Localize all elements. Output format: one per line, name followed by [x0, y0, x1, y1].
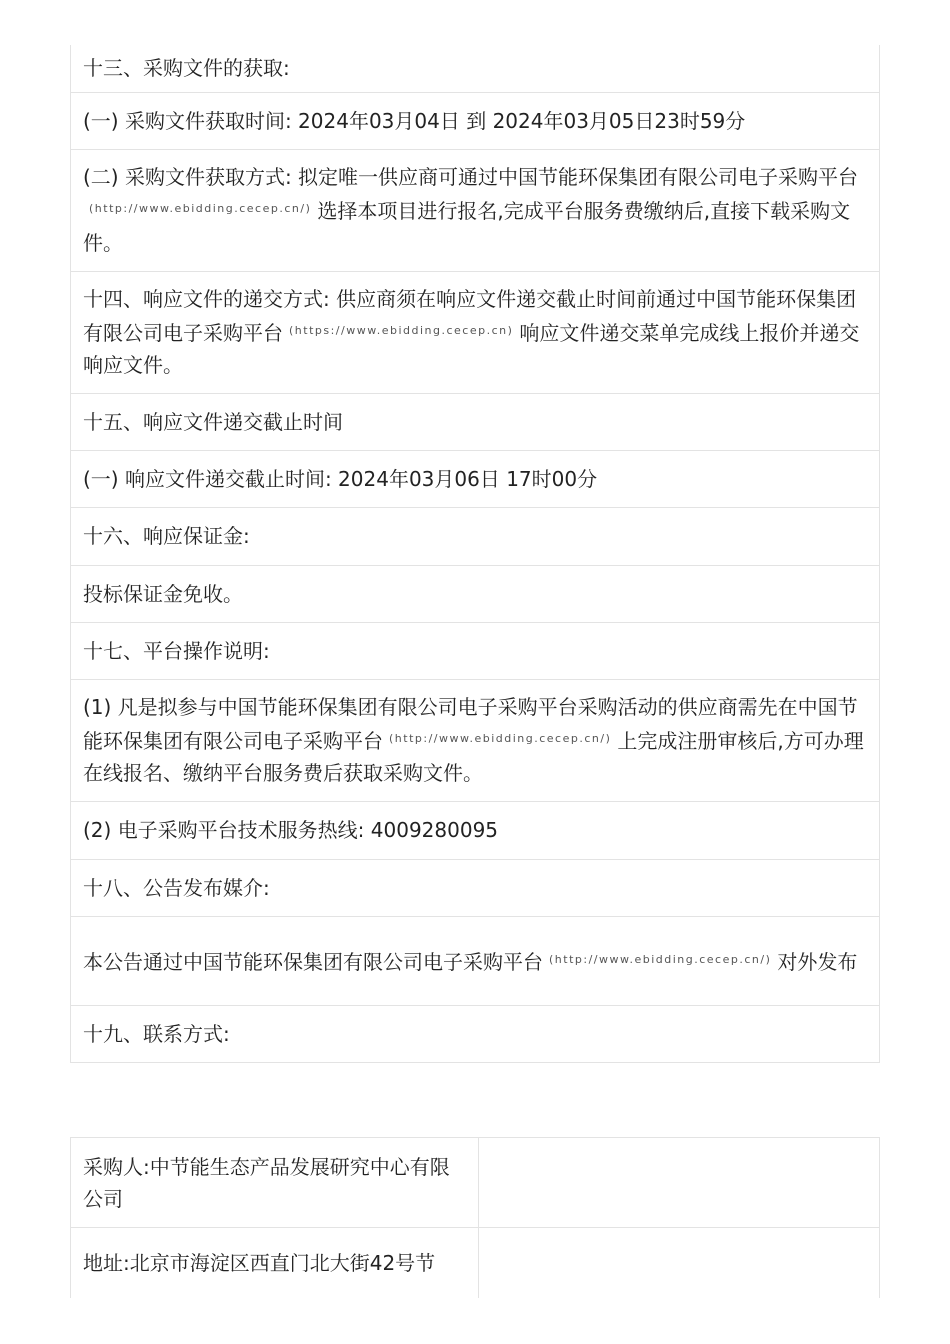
table-row: [71, 1005, 880, 1062]
instruction-text-2: 上完成注册审核后,方可办理在线报名、缴纳平台服务费后获取采购文件。: [83, 729, 864, 785]
submission-deadline: (一) 响应文件递交截止时间: 2024年03月06日 17时00分: [71, 450, 880, 507]
platform-link[interactable]: (http://www.ebidding.cecep.cn/): [389, 732, 612, 745]
table-row: [71, 45, 880, 92]
table-row: [71, 450, 880, 507]
submission-text-2: 响应文件递交菜单完成线上报价并递交响应文件。: [83, 321, 860, 377]
platform-instruction-1: [71, 679, 880, 801]
response-submission-method: [71, 271, 880, 393]
platform-link[interactable]: (https://www.ebidding.cecep.cn): [289, 324, 514, 337]
table-row: [71, 1138, 880, 1228]
table-row: [71, 801, 880, 859]
purchaser-address: 地址:北京市海淀区西直门北大街42号节: [71, 1228, 479, 1298]
platform-link[interactable]: (http://www.ebidding.cecep.cn/): [549, 952, 772, 966]
empty-cell: [479, 1138, 880, 1228]
purchaser-name: 采购人:中节能生态产品发展研究中心有限公司: [71, 1138, 479, 1228]
section-13-title: 十三、采购文件的获取:: [71, 45, 880, 92]
table-row: [71, 271, 880, 393]
publication-media: [71, 916, 880, 1005]
bond-exempt-text: 投标保证金免收。: [71, 565, 880, 622]
announcement-table: [70, 45, 880, 1063]
platform-link[interactable]: (http://www.ebidding.cecep.cn/): [89, 202, 312, 215]
section-17-title: 十七、平台操作说明:: [71, 622, 880, 679]
section-16-title: 十六、响应保证金:: [71, 507, 880, 565]
table-row: [71, 622, 880, 679]
doc-acquire-time: (一) 采购文件获取时间: 2024年03月04日 到 2024年03月05日23时59分: [71, 92, 880, 149]
table-row: [71, 507, 880, 565]
submission-text-1: 十四、响应文件的递交方式: 供应商须在响应文件递交截止时间前通过中国节能环保集团有限公司电子采购平台: [83, 287, 857, 345]
support-hotline: (2) 电子采购平台技术服务热线: 4009280095: [71, 801, 880, 859]
table-row: [71, 916, 880, 1005]
table-row: [71, 679, 880, 801]
section-15-title: 十五、响应文件递交截止时间: [71, 393, 880, 450]
media-text-2: 对外发布: [777, 949, 858, 974]
table-row: [71, 149, 880, 271]
instruction-text-1: (1) 凡是拟参与中国节能环保集团有限公司电子采购平台采购活动的供应商需先在中国节能环保集团有限公司电子采购平台: [83, 695, 858, 753]
table-row: [71, 565, 880, 622]
media-text-1: 本公告通过中国节能环保集团有限公司电子采购平台: [83, 949, 543, 974]
method-text-2: 选择本项目进行报名,完成平台服务费缴纳后,直接下载采购文件。: [83, 199, 851, 255]
table-row: [71, 393, 880, 450]
contact-table: [70, 1137, 880, 1298]
table-row: [71, 92, 880, 149]
section-18-title: 十八、公告发布媒介:: [71, 859, 880, 916]
table-row: [71, 859, 880, 916]
method-text-1: (二) 采购文件获取方式: 拟定唯一供应商可通过中国节能环保集团有限公司电子采购平台: [83, 165, 859, 189]
empty-cell: [479, 1228, 880, 1298]
table-row: [71, 1228, 880, 1298]
section-19-title: 十九、联系方式:: [71, 1005, 880, 1062]
doc-acquire-method: [71, 149, 880, 271]
